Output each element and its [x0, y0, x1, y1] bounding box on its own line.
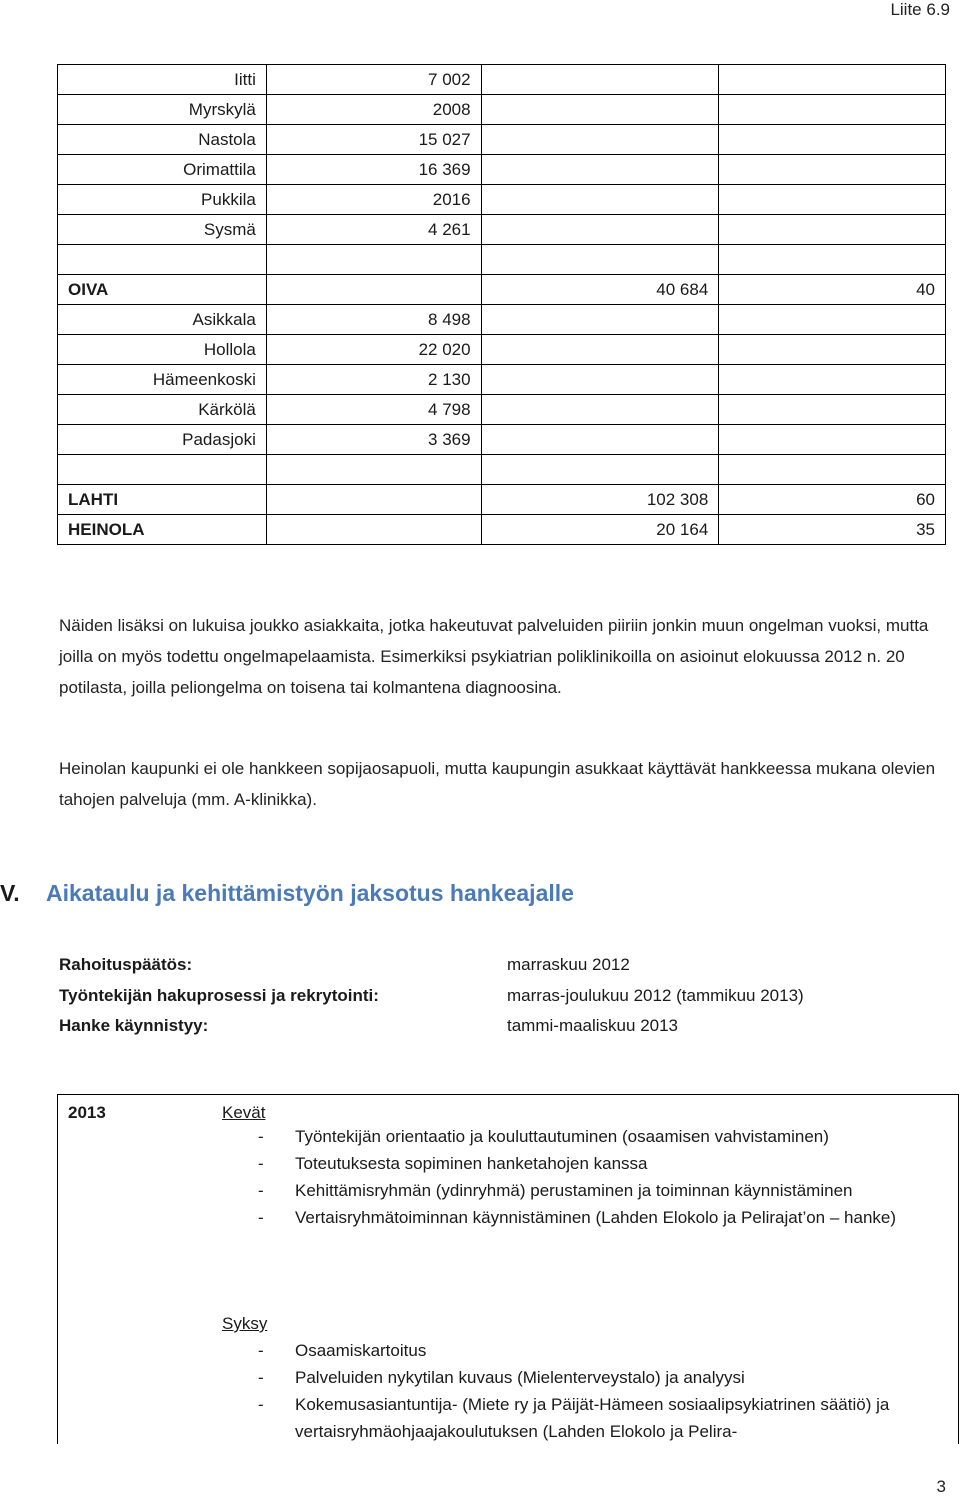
- table-cell-c1: Pukkila: [58, 185, 267, 215]
- table-row: [58, 245, 946, 275]
- table-cell-c2: [266, 245, 481, 275]
- task-text: Työntekijän orientaatio ja kouluttautuminen (osaamisen vahvistaminen): [295, 1127, 829, 1146]
- table-row: [58, 425, 946, 455]
- table-row: [58, 125, 946, 155]
- table-cell-c2: 4 798: [266, 395, 481, 425]
- table-cell-c3: [481, 365, 719, 395]
- dash-bullet: -: [258, 1208, 264, 1227]
- table-cell-c1: Hämeenkoski: [58, 365, 267, 395]
- table-cell-c1: Nastola: [58, 125, 267, 155]
- table-cell-c4: [719, 335, 946, 365]
- plan-year: 2013: [68, 1103, 106, 1122]
- table-cell-c2: 8 498: [266, 305, 481, 335]
- task-item: [258, 1150, 948, 1177]
- dash-bullet: -: [258, 1368, 264, 1387]
- section-heading: [0, 880, 574, 907]
- table-cell-c4: 35: [719, 515, 946, 545]
- table-cell-c3: 20 164: [481, 515, 719, 545]
- season-autumn: Syksy: [222, 1314, 268, 1333]
- table-row: [58, 215, 946, 245]
- table-row: [58, 485, 946, 515]
- table-cell-c2: [266, 455, 481, 485]
- table-row: [58, 395, 946, 425]
- table-cell-c1: Sysmä: [58, 215, 267, 245]
- table-cell-c4: [719, 245, 946, 275]
- schedule-label: Hanke käynnistyy:: [59, 1016, 209, 1035]
- season-spring: Kevät: [222, 1103, 266, 1122]
- task-item: [258, 1337, 948, 1364]
- table-cell-c1: HEINOLA: [58, 515, 267, 545]
- table-cell-c1: Padasjoki: [58, 425, 267, 455]
- task-text: Toteutuksesta sopiminen hanketahojen kanssa: [295, 1154, 648, 1173]
- table-cell-c3: [481, 155, 719, 185]
- table-cell-c2: 2016: [266, 185, 481, 215]
- autumn-task-list: [258, 1337, 948, 1445]
- table-cell-c1: [58, 245, 267, 275]
- task-text: Kehittämisryhmän (ydinryhmä) perustaminen ja toiminnan käynnistäminen: [295, 1181, 853, 1200]
- table-row: [58, 65, 946, 95]
- task-text: Osaamiskartoitus: [295, 1341, 427, 1360]
- section-title: Aikataulu ja kehittämistyön jaksotus hankeajalle: [46, 880, 574, 906]
- dash-bullet: -: [258, 1127, 264, 1146]
- table-cell-c1: Hollola: [58, 335, 267, 365]
- table-cell-c3: [481, 425, 719, 455]
- schedule-value: marraskuu 2012: [507, 955, 630, 974]
- schedule-value: tammi-maaliskuu 2013: [507, 1016, 679, 1035]
- task-item: [258, 1123, 948, 1150]
- table-cell-c3: [481, 125, 719, 155]
- table-cell-c3: 102 308: [481, 485, 719, 515]
- schedule-label: Työntekijän hakuprosessi ja rekrytointi:: [59, 986, 379, 1005]
- table-row: [58, 455, 946, 485]
- schedule-value: marras-joulukuu 2012 (tammikuu 2013): [507, 986, 804, 1005]
- table-row: [58, 365, 946, 395]
- table-cell-c4: 60: [719, 485, 946, 515]
- task-item: [258, 1391, 948, 1445]
- paragraph-other-clients: Näiden lisäksi on lukuisa joukko asiakkaita, jotka hakeutuvat palveluiden piiriin jonkin muun ongelman vuoksi, mutta joilla on myös todettu ongelmapelaamista. Esimerkiksi psykiatrian poliklinikoilla on asioinut elokuussa 2012 n. 20 potilasta, joilla peliongelma on toisena tai kolmantena diagnoosina.: [59, 616, 929, 697]
- table-cell-c3: [481, 335, 719, 365]
- table-cell-c4: [719, 305, 946, 335]
- dash-bullet: -: [258, 1154, 264, 1173]
- table-cell-c1: LAHTI: [58, 485, 267, 515]
- table-row: [58, 275, 946, 305]
- dash-bullet: -: [258, 1341, 264, 1360]
- table-row: [58, 95, 946, 125]
- table-cell-c1: Orimattila: [58, 155, 267, 185]
- task-text: Kokemusasiantuntija- (Miete ry ja Päijät-Hämeen sosiaalipsykiatrinen säätiö) ja vertaisryhmäohjaajakoulutuksen (Lahden Elokolo ja Pelira-: [295, 1395, 890, 1441]
- appendix-label: Liite 6.9: [890, 0, 950, 19]
- table-cell-c2: 4 261: [266, 215, 481, 245]
- schedule-label: Rahoituspäätös:: [59, 955, 193, 974]
- task-item: [258, 1177, 948, 1204]
- table-cell-c4: [719, 155, 946, 185]
- table-cell-c3: [481, 455, 719, 485]
- table-cell-c1: Kärkölä: [58, 395, 267, 425]
- table-cell-c4: 40: [719, 275, 946, 305]
- table-cell-c2: 2008: [266, 95, 481, 125]
- table-cell-c4: [719, 125, 946, 155]
- page-number: 3: [936, 1477, 946, 1496]
- table-row: [58, 335, 946, 365]
- table-cell-c4: [719, 455, 946, 485]
- spring-task-list: [258, 1123, 948, 1231]
- table-cell-c3: [481, 185, 719, 215]
- table-row: [58, 305, 946, 335]
- municipality-table: [57, 64, 946, 545]
- task-text: Palveluiden nykytilan kuvaus (Mielenterveystalo) ja analyysi: [295, 1368, 745, 1387]
- table-cell-c4: [719, 215, 946, 245]
- table-cell-c1: Asikkala: [58, 305, 267, 335]
- table-cell-c3: [481, 215, 719, 245]
- table-cell-c3: [481, 95, 719, 125]
- table-cell-c2: 16 369: [266, 155, 481, 185]
- dash-bullet: -: [258, 1181, 264, 1200]
- table-row: [58, 155, 946, 185]
- table-cell-c3: [481, 245, 719, 275]
- table-cell-c1: OIVA: [58, 275, 267, 305]
- table-cell-c2: 2 130: [266, 365, 481, 395]
- timeline-box: [57, 1094, 959, 1444]
- table-cell-c4: [719, 395, 946, 425]
- table-cell-c2: [266, 515, 481, 545]
- table-cell-c4: [719, 185, 946, 215]
- table-cell-c1: [58, 455, 267, 485]
- task-item: [258, 1204, 948, 1231]
- table-cell-c1: Myrskylä: [58, 95, 267, 125]
- table-cell-c4: [719, 365, 946, 395]
- table-cell-c2: [266, 485, 481, 515]
- table-cell-c2: [266, 275, 481, 305]
- table-cell-c2: 3 369: [266, 425, 481, 455]
- table-cell-c2: 7 002: [266, 65, 481, 95]
- task-text: Vertaisryhmätoiminnan käynnistäminen (Lahden Elokolo ja Pelirajat’on – hanke): [295, 1208, 897, 1227]
- table-cell-c2: 15 027: [266, 125, 481, 155]
- section-number: V.: [0, 880, 20, 906]
- table-cell-c4: [719, 65, 946, 95]
- table-cell-c3: 40 684: [481, 275, 719, 305]
- table-cell-c1: Iitti: [58, 65, 267, 95]
- table-row: [58, 185, 946, 215]
- table-cell-c4: [719, 95, 946, 125]
- table-cell-c3: [481, 305, 719, 335]
- table-cell-c2: 22 020: [266, 335, 481, 365]
- task-item: [258, 1364, 948, 1391]
- table-cell-c4: [719, 425, 946, 455]
- table-cell-c3: [481, 395, 719, 425]
- table-row: [58, 515, 946, 545]
- paragraph-heinola: Heinolan kaupunki ei ole hankkeen sopijaosapuoli, mutta kaupungin asukkaat käyttävät hankkeessa mukana olevien tahojen palveluja (mm. A-klinikka).: [59, 759, 936, 809]
- dash-bullet: -: [258, 1395, 264, 1414]
- table-cell-c3: [481, 65, 719, 95]
